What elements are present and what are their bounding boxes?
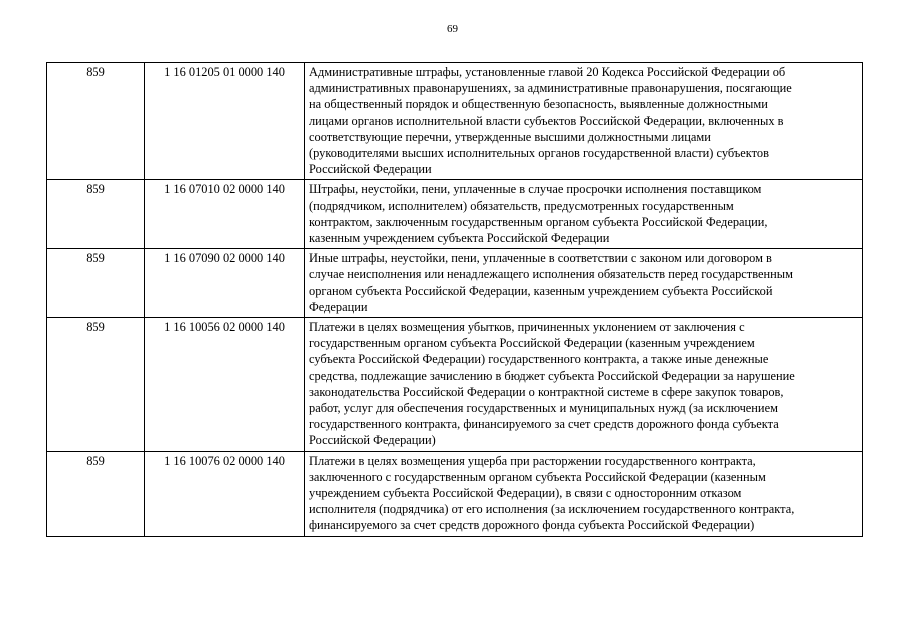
admin-code-cell: 859 [47, 318, 145, 452]
income-code-cell: 1 16 01205 01 0000 140 [145, 63, 305, 180]
text-line: финансируемого за счет средств дорожного фонда субъекта Российской Федерации) [309, 518, 755, 533]
text-line: государственного контракта, финансируемого за счет средств дорожного фонда субъекта [309, 417, 779, 432]
income-name-cell [305, 249, 863, 318]
text-line: (руководителями высших исполнительных органов государственной власти) субъектов [309, 146, 769, 161]
income-code-cell: 1 16 07010 02 0000 140 [145, 180, 305, 249]
text-line: Административные штрафы, установленные главой 20 Кодекса Российской Федерации об [309, 65, 786, 79]
income-name-cell [305, 63, 863, 180]
text-line: государственным органом субъекта Российской Федерации (казенным учреждением [309, 336, 755, 351]
admin-code-cell: 859 [47, 249, 145, 318]
text-line: работ, услуг для обеспечения государственных и муниципальных нужд (за исключением [309, 401, 778, 416]
income-code-cell: 1 16 10076 02 0000 140 [145, 451, 305, 536]
text-line: случае неисполнения или ненадлежащего исполнения обязательств перед государственным [309, 267, 793, 282]
text-line: органом субъекта Российской Федерации, казенным учреждением субъекта Российской [309, 283, 773, 298]
text-line: Платежи в целях возмещения убытков, причиненных уклонением от заключения с [309, 320, 745, 335]
table-row [47, 180, 863, 249]
text-line: контрактом, заключенным государственным органом субъекта Российской Федерации, [309, 214, 768, 229]
text-line: на общественный порядок и общественную безопасность, выявленные должностными [309, 97, 768, 112]
text-line: средства, подлежащие зачислению в бюджет субъекта Российской Федерации за нарушение [309, 368, 795, 383]
text-line: исполнителя (подрядчика) от его исполнения (за исключением государственного контракта, [309, 502, 795, 517]
budget-classification-table [46, 62, 863, 537]
table-row [47, 63, 863, 180]
text-line: Платежи в целях возмещения ущерба при расторжении государственного контракта, [309, 453, 756, 468]
table-row [47, 451, 863, 536]
text-line: соответствующие перечни, утвержденные высшими должностными лицами [309, 129, 711, 144]
text-line: (подрядчиком, исполнителем) обязательств, предусмотренных государственным [309, 198, 734, 213]
admin-code-cell: 859 [47, 63, 145, 180]
income-code-cell: 1 16 07090 02 0000 140 [145, 249, 305, 318]
income-name-cell [305, 180, 863, 249]
text-line: Федерации [309, 299, 368, 314]
text-line: казенным учреждением субъекта Российской Федерации [309, 231, 610, 246]
income-code-cell: 1 16 10056 02 0000 140 [145, 318, 305, 452]
page-number: 69 [447, 23, 458, 35]
text-line: лицами органов исполнительной власти субъектов Российской Федерации, включенных в [309, 113, 784, 128]
admin-code-cell: 859 [47, 180, 145, 249]
admin-code-cell: 859 [47, 451, 145, 536]
text-line: Российской Федерации) [309, 433, 436, 448]
text-line: субъекта Российской Федерации) государственного контракта, а также иные денежные [309, 352, 769, 367]
table-row [47, 249, 863, 318]
text-line: Штрафы, неустойки, пени, уплаченные в случае просрочки исполнения поставщиком [309, 182, 762, 197]
income-name-cell [305, 318, 863, 452]
text-line: учреждением субъекта Российской Федерации), в связи с односторонним отказом [309, 486, 742, 501]
table-row [47, 318, 863, 452]
text-line: законодательства Российской Федерации о контрактной системе в сфере закупок товаров, [309, 384, 784, 399]
text-line: административных правонарушениях, за административные правонарушения, посягающие [309, 81, 792, 96]
text-line: Иные штрафы, неустойки, пени, уплаченные в соответствии с законом или договором в [309, 251, 772, 266]
text-line: заключенного с государственным органом субъекта Российской Федерации (казенным [309, 469, 766, 484]
income-name-cell [305, 451, 863, 536]
text-line: Российской Федерации [309, 162, 432, 177]
